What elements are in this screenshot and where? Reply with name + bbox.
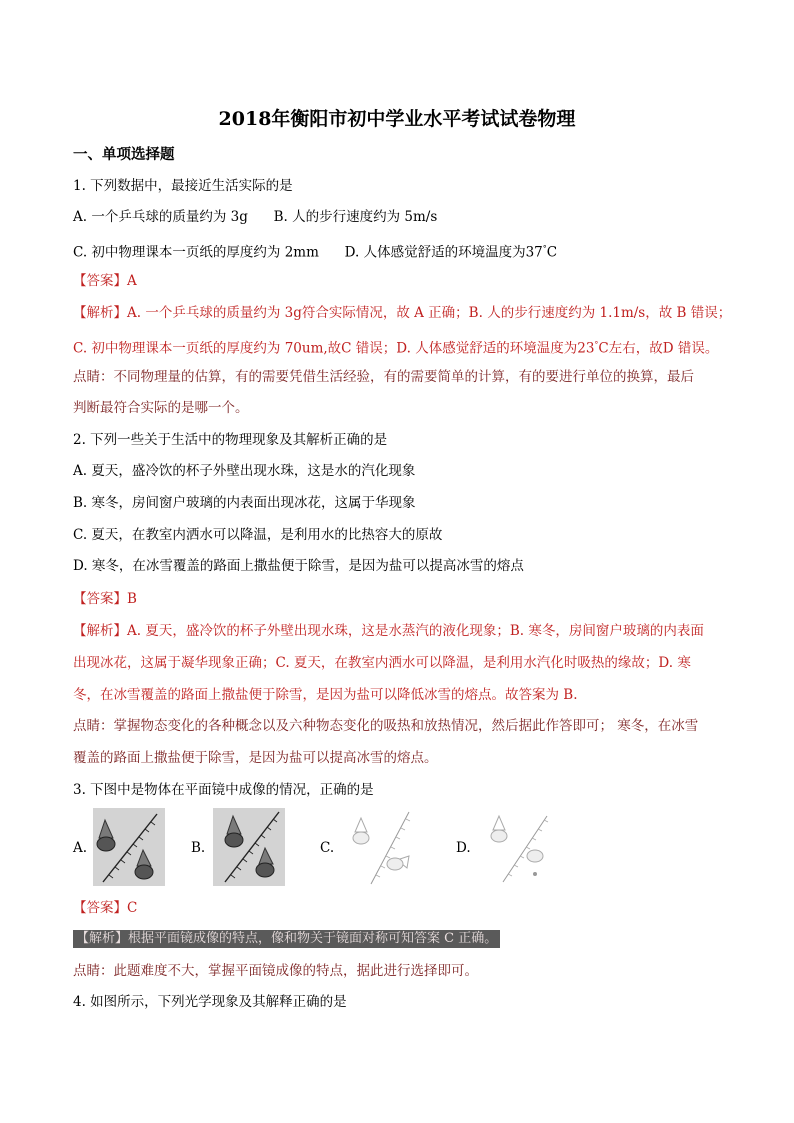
q2-analysis-line3: 冬，在冰雪覆盖的路面上撒盐便于除雪，是因为盐可以降低冰雪的熔点。故答案为 B. [73, 687, 578, 703]
q1-options-ab: A. 一个乒乓球的质量约为 3g B. 人的步行速度约为 5m/s [73, 209, 438, 225]
q4-stem: 4. 如图所示，下列光学现象及其解释正确的是 [73, 994, 347, 1010]
mirror-image-option-a [93, 808, 165, 886]
q3-stem: 3. 下图中是物体在平面镜中成像的情况，正确的是 [73, 782, 374, 798]
q3-answer: 【答案】C [73, 900, 138, 916]
q1-answer: 【答案】A [73, 273, 137, 289]
q2-option-a: A. 夏天，盛冷饮的杯子外壁出现水珠，这是水的汽化现象 [73, 463, 416, 479]
q1-options-cd: C. 初中物理课本一页纸的厚度约为 2mm D. 人体感觉舒适的环境温度为37°C [73, 244, 558, 261]
q1-analysis-line1: 【解析】A. 一个乒乓球的质量约为 3g符合实际情况，故 A 正确；B. 人的步行速度约为 1.1m/s，故 B 错误； [73, 305, 732, 321]
q3-option-b-label: B. [191, 840, 206, 856]
q3-option-c-label: C. [320, 840, 335, 856]
q2-option-d: D. 寒冬，在冰雪覆盖的路面上撒盐便于除雪，是因为盐可以提高冰雪的熔点 [73, 558, 524, 574]
q2-analysis-line1: 【解析】A. 夏天，盛冷饮的杯子外壁出现水珠，这是水蒸汽的液化现象；B. 寒冬，房间窗户玻璃的内表面 [73, 623, 704, 639]
q2-comment-line2: 覆盖的路面上撒盐便于除雪，是因为盐可以提高冰雪的熔点。 [73, 750, 438, 766]
mirror-image-option-c [349, 808, 421, 886]
q1-comment-line2: 判断最符合实际的是哪一个。 [73, 400, 249, 416]
q2-answer: 【答案】B [73, 591, 137, 607]
q3-option-d-label: D. [456, 840, 471, 856]
q1-analysis-line2: C. 初中物理课本一页纸的厚度约为 70um,故C 错误；D. 人体感觉舒适的环境温度为23°C左右，故D 错误。 [73, 340, 719, 357]
q2-comment-line1: 点睛：掌握物态变化的各种概念以及六种物态变化的吸热和放热情况，然后据此作答即可； 寒冬，在冰雪 [73, 718, 699, 734]
mirror-image-option-b [213, 808, 285, 886]
mirror-image-option-d [483, 808, 555, 886]
q3-analysis: 【解析】根据平面镜成像的特点，像和物关于镜面对称可知答案 C 正确。 [73, 930, 500, 948]
page-title: 2018年衡阳市初中学业水平考试试卷物理 [218, 108, 576, 130]
q2-option-c: C. 夏天，在教室内洒水可以降温，是利用水的比热容大的原故 [73, 527, 443, 543]
q1-comment-line1: 点睛：不同物理量的估算，有的需要凭借生活经验，有的需要简单的计算，有的要进行单位的换算，最后 [73, 369, 694, 385]
q3-options [73, 808, 713, 888]
q2-option-b: B. 寒冬，房间窗户玻璃的内表面出现冰花，这属于华现象 [73, 495, 416, 511]
q3-comment: 点睛：此题难度不大，掌握平面镜成像的特点，据此进行选择即可。 [73, 963, 478, 979]
q2-analysis-line2: 出现冰花，这属于凝华现象正确；C. 夏天，在教室内洒水可以降温，是利用水汽化时吸热的缘故；D. 寒 [73, 655, 691, 671]
section-heading: 一、单项选择题 [73, 146, 175, 163]
q2-stem: 2. 下列一些关于生活中的物理现象及其解析正确的是 [73, 432, 388, 448]
q3-option-a-label: A. [73, 840, 88, 856]
q1-stem: 1. 下列数据中，最接近生活实际的是 [73, 178, 293, 194]
